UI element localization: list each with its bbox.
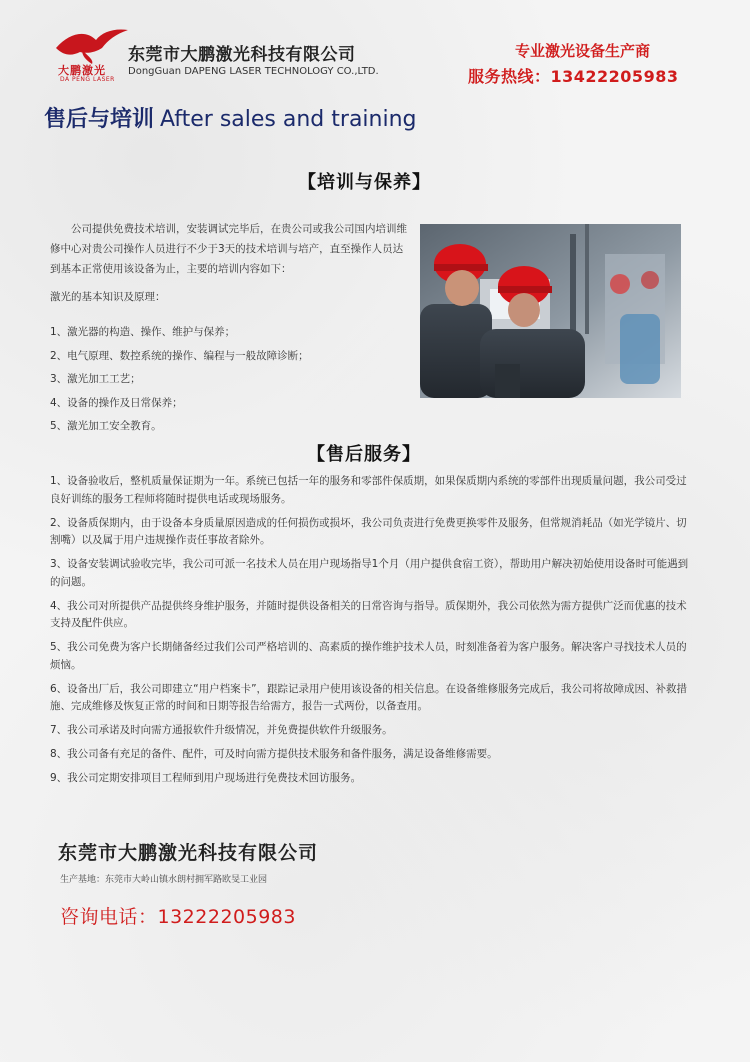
slogan: 专业激光设备生产商 bbox=[515, 42, 651, 60]
logo-text-cn: 大鹏激光 bbox=[58, 64, 106, 77]
training-intro: 公司提供免费技术培训，安装调试完毕后，在贵公司或我公司国内培训维修中心对贵公司操作人员进行不少于3天的技术培训与培产，直至操作人员达到基本正常使用该设备为止，主要的培训内容如下： bbox=[50, 223, 407, 275]
service-item: 6、设备出厂后，我公司即建立“用户档案卡”，跟踪记录用户使用该设备的相关信息。在设备维修服务完成后，我公司将故障成因、补救措施、完成维修及恢复正常的时间和日期等报告给需方，报告一式两份，以备查用。 bbox=[50, 682, 688, 712]
training-heading: 【培训与保养】 bbox=[298, 172, 431, 193]
service-item: 7、我公司承诺及时向需方通报软件升级情况，并免费提供软件升级服务。 bbox=[50, 724, 393, 736]
footer-company-name: 东莞市大鹏激光科技有限公司 bbox=[58, 842, 319, 864]
service-item: 5、我公司免费为客户长期储备经过我们公司严格培训的、高素质的操作维护技术人员，时刻准备着为客户服务。解决客户寻找技术人员的烦恼。 bbox=[50, 641, 687, 671]
section-title bbox=[44, 102, 417, 133]
training-basics-label: 激光的基本知识及原理： bbox=[50, 291, 166, 303]
service-item: 8、我公司备有充足的备件、配件，可及时向需方提供技术服务和备件服务，满足设备维修需要。 bbox=[50, 748, 498, 760]
service-item: 9、我公司定期安排项目工程师到用户现场进行免费技术回访服务。 bbox=[50, 772, 362, 784]
eagle-logo-icon bbox=[52, 26, 130, 66]
training-item: 3、激光加工工艺； bbox=[50, 373, 141, 385]
training-item: 2、电气原理、数控系统的操作、编程与一般故障诊断； bbox=[50, 349, 309, 362]
section-title-cn: 售后与培训 bbox=[44, 107, 155, 132]
company-name-en: DongGuan DAPENG LASER TECHNOLOGY CO.,LTD. bbox=[128, 66, 379, 77]
service-item: 3、设备安装调试验收完毕，我公司可派一名技术人员在用户现场指导1个月（用户提供食宿工资），帮助用户解决初始使用设备时可能遇到的问题。 bbox=[50, 558, 689, 588]
consult-phone: 咨询电话：13222205983 bbox=[60, 906, 296, 928]
training-list bbox=[50, 321, 309, 439]
training-item: 5、激光加工安全教育。 bbox=[50, 420, 162, 432]
service-item: 4、我公司对所提供产品提供终身维护服务，并随时提供设备相关的日常咨询与指导。质保期外，我公司依然为需方提供广泛而优惠的技术支持及配件供应。 bbox=[50, 599, 687, 629]
footer-address: 生产基地：东莞市大岭山镇水朗村拥军路欧旻工业园 bbox=[60, 875, 268, 885]
training-photo bbox=[420, 224, 681, 398]
service-heading: 【售后服务】 bbox=[307, 444, 421, 465]
section-title-en: After sales and training bbox=[160, 107, 417, 132]
service-list bbox=[50, 473, 695, 794]
service-item: 2、设备质保期内，由于设备本身质量原因造成的任何损伤或损坏，我公司负责进行免费更换零件及服务，但常规消耗品（如光学镜片、切割嘴）以及属于用户违规操作责任事故者除外。 bbox=[50, 516, 687, 546]
logo-text-en: DA PENG LASER bbox=[60, 76, 115, 83]
training-item: 1、激光器的构造、操作、维护与保养； bbox=[50, 326, 236, 338]
service-item: 1、设备验收后，整机质量保证期为一年。系统已包括一年的服务和零部件保质期，如果保质期内系统的零部件出现质量问题，我公司受过良好训练的服务工程师将随时提供电话或现场服务。 bbox=[50, 475, 687, 505]
company-name-cn: 东莞市大鹏激光科技有限公司 bbox=[128, 45, 356, 65]
engineers-photo-illustration bbox=[420, 224, 681, 398]
service-hotline: 服务热线：13422205983 bbox=[468, 67, 679, 86]
training-item: 4、设备的操作及日常保养； bbox=[50, 396, 183, 409]
page-header bbox=[0, 0, 750, 95]
